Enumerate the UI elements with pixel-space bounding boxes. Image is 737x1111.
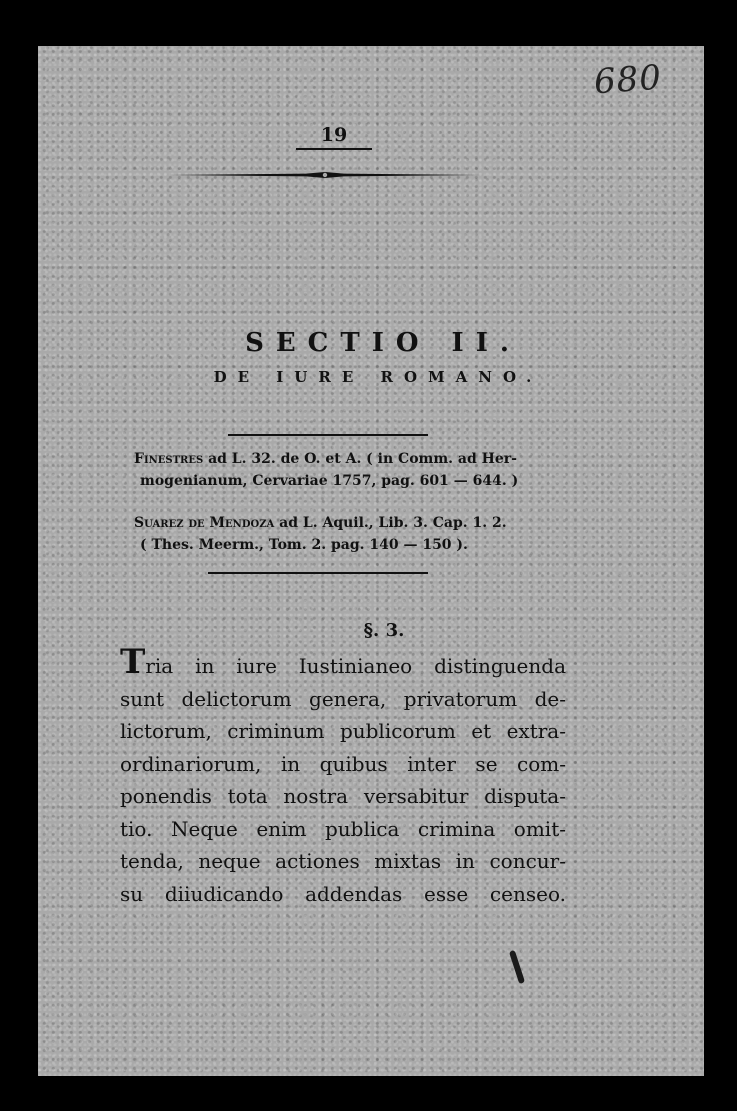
section-title: SECTIO II. [245,328,521,358]
reference-line: mogenianum, Cervariae 1757, pag. 601 — 644. ) [140,473,519,489]
body-paragraph [120,642,566,910]
reference-text: ad L. Aquil., Lib. 3. Cap. 1. 2. [274,515,507,531]
reference-author: Finestres [134,451,204,467]
ink-blot [509,950,525,984]
divider-top [228,434,428,436]
scanned-page [38,46,704,1076]
body-line: tio. Neque enim publica crimina omit- [120,816,566,841]
reference-line [134,512,574,534]
body-line: tenda, neque actiones mixtas in concur- [120,849,566,873]
body-line: lictorum, criminum publicorum et extra- [120,719,566,743]
reference-line: ( Thes. Meerm., Tom. 2. pag. 140 — 150 ). [140,537,468,553]
ornamental-rule [166,172,484,178]
body-line [120,642,566,683]
reference-line [134,448,574,470]
reference-entry [134,512,574,556]
reference-entry [134,448,574,492]
reference-text: ad L. 32. de O. et A. ( in Comm. ad Her- [203,451,517,467]
drop-cap: T [120,642,146,682]
handwritten-annotation: 680 [592,57,664,103]
body-line-text: ria in iure Iustinianeo distinguenda [145,654,566,678]
body-line: su diiudicando addendas esse censeo. [120,881,566,906]
divider-bottom [208,572,428,574]
paragraph-mark: §. 3. [363,620,405,641]
body-line: sunt delictorum genera, privatorum de- [120,686,566,711]
reference-author: Suarez de Mendoza [134,515,275,531]
section-subtitle: DE IURE ROMANO. [213,368,543,386]
body-line: ordinariorum, in quibus inter se com- [120,751,566,776]
body-line: ponendis tota nostra versabitur disputa- [120,784,566,808]
page-number: 19 [296,124,372,150]
